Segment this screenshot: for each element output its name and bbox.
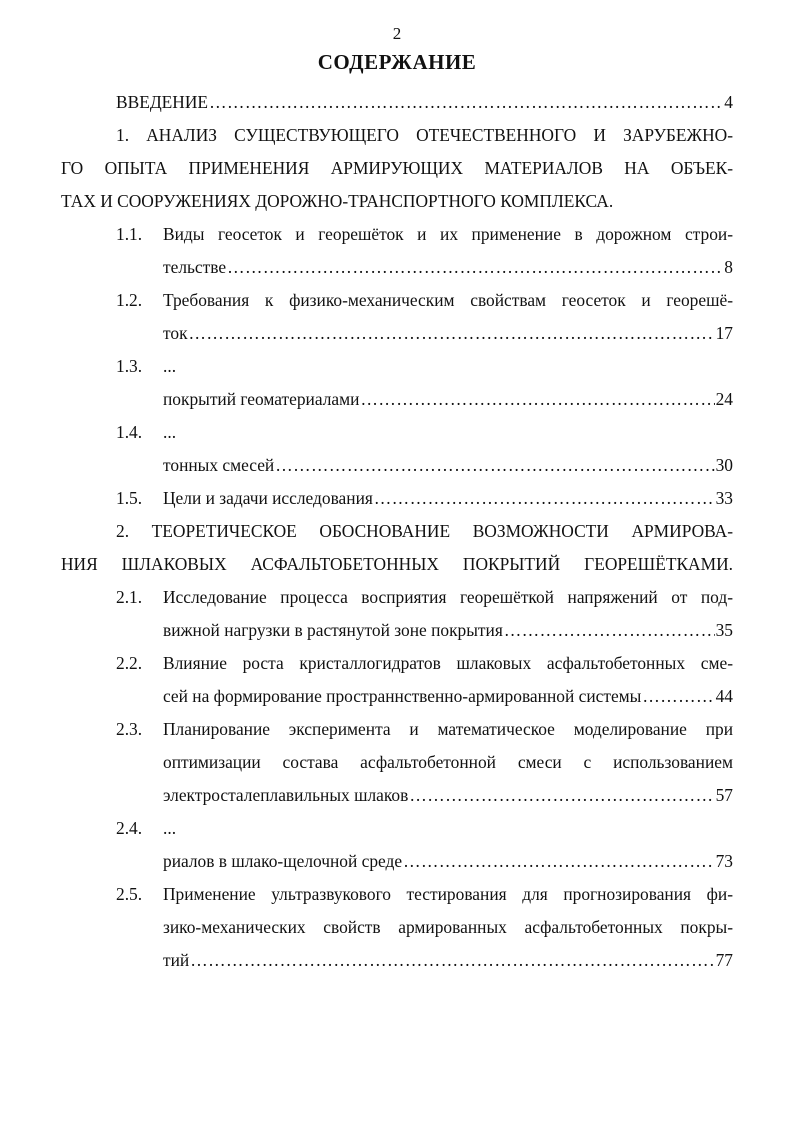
chapter-heading-line: 1. АНАЛИЗ СУЩЕСТВУЮЩЕГО ОТЕЧЕСТВЕННОГО И ЗАРУБЕЖНО- (116, 125, 733, 145)
toc-page-number: 33 (715, 488, 733, 508)
toc-page-number: 73 (715, 851, 733, 871)
toc-page-number: 35 (715, 620, 733, 640)
section-number: 1.1. (116, 224, 143, 244)
toc-entry-label: Цели и задачи исследования (163, 488, 373, 508)
toc-entry-line: ... (163, 818, 177, 838)
section-number: 1.2. (116, 290, 143, 310)
toc-entry-label: ток (163, 323, 188, 343)
toc-entry-last-line (163, 255, 733, 279)
toc-entry-last-line (163, 948, 733, 972)
dot-leader (504, 618, 715, 642)
toc-page-number: 4 (724, 92, 733, 112)
dot-leader (642, 684, 714, 708)
dot-leader (374, 486, 715, 510)
toc-entry-last-line (163, 783, 733, 807)
toc-page-number: 30 (715, 455, 733, 475)
section-number: 1.3. (116, 356, 143, 376)
toc-page-number: 77 (715, 950, 733, 970)
page-title: СОДЕРЖАНИЕ (317, 50, 477, 74)
toc-entry-last-line (163, 684, 733, 708)
dot-leader (403, 849, 714, 873)
toc-entry-line: ... (163, 356, 177, 376)
dot-leader (360, 387, 714, 411)
chapter-heading-line: 2. ТЕОРЕТИЧЕСКОЕ ОБОСНОВАНИЕ ВОЗМОЖНОСТИ АРМИРОВА- (116, 521, 733, 541)
dot-leader (190, 948, 714, 972)
toc-entry-label: тий (163, 950, 190, 970)
chapter-heading-line: ТАХ И СООРУЖЕНИЯХ ДОРОЖНО-ТРАНСПОРТНОГО КОМПЛЕКСА. (61, 191, 614, 211)
dot-leader (409, 783, 714, 807)
toc-page-number: 8 (724, 257, 733, 277)
section-number: 1.5. (116, 488, 143, 508)
toc-entry-last-line (163, 486, 733, 510)
toc-entry-last-line (163, 387, 733, 411)
toc-entry-last-line (163, 321, 733, 345)
toc-entry-intro[interactable] (116, 90, 733, 114)
toc-entry-line: Виды геосеток и георешёток и их применение в дорожном строи- (163, 224, 733, 244)
toc-entry-line: Применение ультразвукового тестирования для прогнозирования фи- (163, 884, 733, 904)
toc-entry-last-line (163, 453, 733, 477)
dot-leader (275, 453, 714, 477)
section-number: 2.1. (116, 587, 143, 607)
toc-entry-label: сей на формирование пространнственно-армированной системы (163, 686, 642, 706)
toc-entry-last-line (163, 618, 733, 642)
dot-leader (227, 255, 723, 279)
toc-entry-label: покрытий геоматериалами (163, 389, 360, 409)
chapter-heading-line: ГО ОПЫТА ПРИМЕНЕНИЯ АРМИРУЮЩИХ МАТЕРИАЛОВ НА ОБЪЕК- (61, 158, 733, 178)
section-number: 2.5. (116, 884, 143, 904)
toc-entry-line: оптимизации состава асфальтобетонной смеси с использованием (163, 752, 733, 772)
section-number: 2.4. (116, 818, 143, 838)
toc-entry-last-line (163, 849, 733, 873)
toc-entry-label: ВВЕДЕНИЕ (116, 92, 209, 112)
page-number: 2 (392, 24, 402, 43)
toc-entry-line: ... (163, 422, 177, 442)
dot-leader (209, 90, 723, 114)
toc-page-number: 44 (715, 686, 733, 706)
toc-entry-label: тельстве (163, 257, 227, 277)
toc-entry-line: Планирование эксперимента и математическое моделирование при (163, 719, 733, 739)
toc-entry-line: зико-механических свойств армированных асфальтобетонных покры- (163, 917, 733, 937)
toc-entry-line: Требования к физико-механическим свойствам геосеток и георешё- (163, 290, 733, 310)
dot-leader (189, 321, 715, 345)
toc-entry-line: Исследование процесса восприятия георешёткой напряжений от под- (163, 587, 733, 607)
toc-entry-label: электросталеплавильных шлаков (163, 785, 409, 805)
section-number: 2.3. (116, 719, 143, 739)
chapter-heading-line: НИЯ ШЛАКОВЫХ АСФАЛЬТОБЕТОННЫХ ПОКРЫТИЙ ГЕОРЕШЁТКАМИ. (61, 554, 733, 574)
section-number: 1.4. (116, 422, 143, 442)
section-number: 2.2. (116, 653, 143, 673)
toc-entry-line: Влияние роста кристаллогидратов шлаковых асфальтобетонных сме- (163, 653, 733, 673)
toc-entry-label: риалов в шлако-щелочной среде (163, 851, 403, 871)
toc-page-number: 57 (715, 785, 733, 805)
toc-entry-label: вижной нагрузки в растянутой зоне покрытия (163, 620, 503, 640)
toc-page-number: 24 (715, 389, 733, 409)
toc-page-number: 17 (715, 323, 733, 343)
toc-entry-label: тонных смесей (163, 455, 275, 475)
